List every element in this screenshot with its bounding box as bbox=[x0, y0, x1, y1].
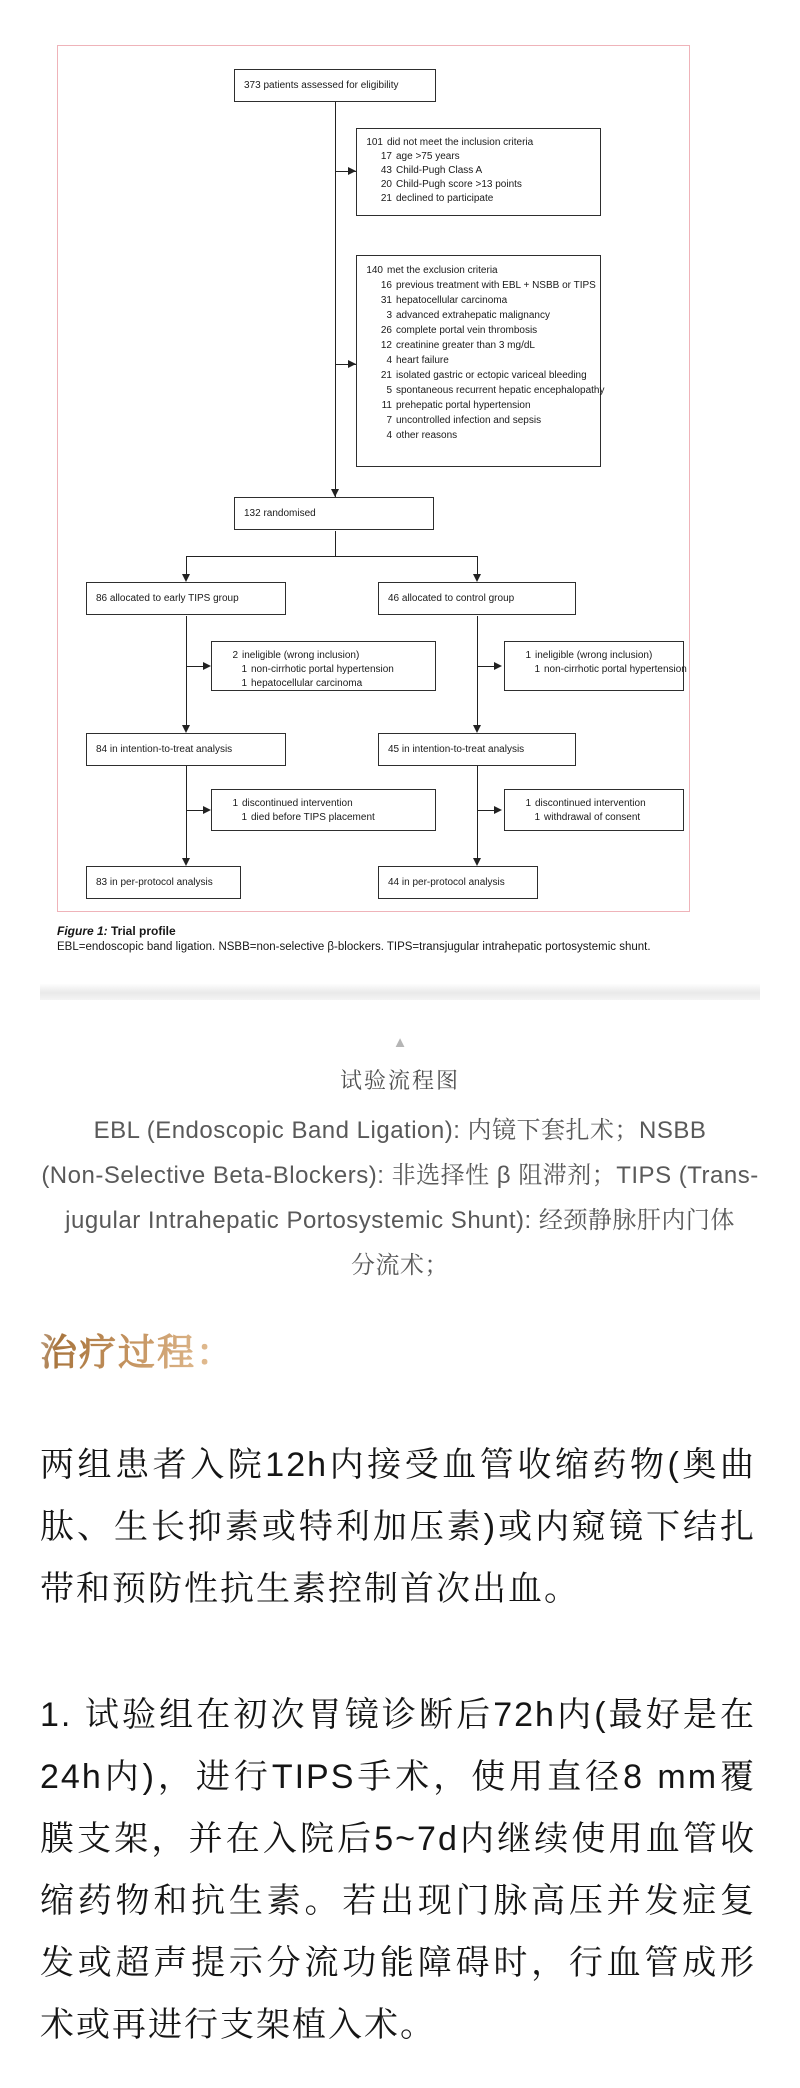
flow-box-label: 45 in intention-to-treat analysis bbox=[388, 743, 525, 755]
criteria-line: 1 ineligible (wrong inclusion) bbox=[525, 650, 653, 661]
flow-box-control-discontinued bbox=[504, 789, 684, 831]
flow-box-control-pp bbox=[378, 866, 538, 899]
arrowhead-down-icon bbox=[182, 858, 190, 866]
connector-line bbox=[186, 766, 187, 860]
connector-line bbox=[186, 556, 187, 576]
annotation-line: (Non-Selective Beta-Blockers): 非选择性 β 阻滞剂；TIPS (Trans- bbox=[41, 1162, 759, 1189]
annotation-line: 分流术； bbox=[351, 1252, 449, 1279]
criteria-line: 1 non-cirrhotic portal hypertension bbox=[241, 664, 394, 675]
flow-box-label: 46 allocated to control group bbox=[388, 592, 515, 604]
flow-box-label: 373 patients assessed for eligibility bbox=[244, 79, 399, 91]
arrowhead-down-icon bbox=[182, 725, 190, 733]
section-heading-treatment-process: 治疗过程： bbox=[40, 1328, 235, 1378]
criteria-line: 43 Child-Pugh Class A bbox=[380, 165, 483, 176]
criteria-line: 31 hepatocellular carcinoma bbox=[380, 295, 508, 306]
flow-box-tips-ineligible bbox=[211, 641, 436, 691]
flow-box-randomised bbox=[234, 497, 434, 530]
connector-line bbox=[335, 102, 336, 497]
article-paragraph: 两组患者入院12h内接受血管收缩药物(奥曲肽、生长抑素或特利加压素)或内窥镜下结扎带和预防性抗生素控制首次出血。 bbox=[40, 1446, 756, 1608]
arrowhead-right-icon bbox=[348, 167, 356, 175]
image-bottom-edge bbox=[40, 984, 760, 1000]
flow-box-tips-pp bbox=[86, 866, 241, 899]
figure-annotation-title: 试验流程图 bbox=[339, 1068, 460, 1093]
criteria-line: 1 discontinued intervention bbox=[525, 798, 646, 809]
criteria-line: 17 age >75 years bbox=[380, 151, 460, 162]
figure-caption-title bbox=[57, 923, 712, 939]
criteria-line: 26 complete portal vein thrombosis bbox=[380, 325, 538, 336]
figure-title: Trial profile bbox=[107, 924, 176, 938]
flow-box-met-exclusion bbox=[356, 255, 605, 467]
connector-line bbox=[477, 616, 478, 727]
criteria-line: 12 creatinine greater than 3 mg/dL bbox=[380, 340, 535, 351]
flow-box-label: 44 in per-protocol analysis bbox=[388, 876, 505, 888]
article-paragraphs bbox=[40, 1434, 760, 2056]
flow-box-label: 84 in intention-to-treat analysis bbox=[96, 743, 233, 755]
connector-line bbox=[477, 556, 478, 576]
arrowhead-down-icon bbox=[473, 725, 481, 733]
criteria-line: 140 met the exclusion criteria bbox=[366, 265, 498, 276]
flow-box-tips-itt bbox=[86, 733, 286, 766]
connector-line bbox=[335, 531, 336, 556]
criteria-line: 1 discontinued intervention bbox=[232, 798, 353, 809]
figure-annotation-body bbox=[40, 1108, 760, 1288]
flow-box-tips-group bbox=[86, 582, 286, 615]
figure-caption-abbreviations: EBL=endoscopic band ligation. NSBB=non-selective β-blockers. TIPS=transjugular intrahepatic portosystemic shunt. bbox=[57, 941, 651, 953]
flow-box-label: 83 in per-protocol analysis bbox=[96, 876, 213, 888]
flow-box-not-meet-inclusion bbox=[356, 128, 601, 216]
criteria-line: 21 declined to participate bbox=[380, 193, 494, 204]
criteria-line: 101 did not meet the inclusion criteria bbox=[366, 137, 534, 148]
flow-box-assessed bbox=[234, 69, 436, 102]
criteria-line: 2 ineligible (wrong inclusion) bbox=[232, 650, 360, 661]
criteria-line: 1 hepatocellular carcinoma bbox=[241, 678, 363, 689]
flow-box-label: 132 randomised bbox=[244, 507, 316, 519]
criteria-line: 20 Child-Pugh score >13 points bbox=[380, 179, 522, 190]
arrowhead-right-icon bbox=[348, 360, 356, 368]
arrowhead-right-icon bbox=[203, 662, 211, 670]
criteria-line: 16 previous treatment with EBL + NSBB or TIPS bbox=[380, 280, 596, 291]
criteria-line: 5 spontaneous recurrent hepatic encephalopathy bbox=[386, 385, 605, 396]
criteria-line: 3 advanced extrahepatic malignancy bbox=[386, 310, 550, 321]
article-paragraph: 1. 试验组在初次胃镜诊断后72h内(最好是在24h内)，进行TIPS手术，使用直径8 mm覆膜支架，并在入院后5~7d内继续使用血管收缩药物和抗生素。若出现门脉高压并发症复发或超声提示分流功能障碍时，行血管成形术或再进行支架植入术。 bbox=[40, 1696, 756, 2044]
criteria-line: 7 uncontrolled infection and sepsis bbox=[386, 415, 542, 426]
figure-number-label: Figure 1: bbox=[57, 924, 108, 938]
annotation-line: jugular Intrahepatic Portosystemic Shunt): 经颈静脉肝内门体 bbox=[65, 1207, 735, 1234]
criteria-line: 4 other reasons bbox=[386, 430, 458, 441]
arrowhead-down-icon bbox=[473, 858, 481, 866]
criteria-line: 11 prehepatic portal hypertension bbox=[381, 400, 531, 411]
arrowhead-down-icon bbox=[473, 574, 481, 582]
criteria-line: 4 heart failure bbox=[386, 355, 449, 366]
criteria-line: 1 died before TIPS placement bbox=[241, 812, 375, 823]
criteria-line: 1 non-cirrhotic portal hypertension bbox=[534, 664, 687, 675]
criteria-line: 1 withdrawal of consent bbox=[534, 812, 641, 823]
connector-line bbox=[186, 616, 187, 727]
flow-box-control-itt bbox=[378, 733, 576, 766]
arrowhead-right-icon bbox=[494, 662, 502, 670]
flow-box-control-ineligible bbox=[504, 641, 687, 691]
arrowhead-down-icon bbox=[182, 574, 190, 582]
flow-box-tips-discontinued bbox=[211, 789, 436, 831]
criteria-line: 21 isolated gastric or ectopic variceal bleeding bbox=[380, 370, 587, 381]
arrowhead-down-icon bbox=[331, 489, 339, 497]
arrowhead-right-icon bbox=[203, 806, 211, 814]
trial-profile-figure bbox=[40, 40, 760, 1000]
arrowhead-right-icon bbox=[494, 806, 502, 814]
connector-line bbox=[477, 766, 478, 860]
annotation-line: EBL (Endoscopic Band Ligation): 内镜下套扎术；NSBB bbox=[93, 1117, 707, 1144]
flow-box-label: 86 allocated to early TIPS group bbox=[96, 592, 239, 604]
flow-box-control-group bbox=[378, 582, 576, 615]
triangle-up-icon: ▲ bbox=[392, 1034, 408, 1051]
figure-caption bbox=[57, 923, 712, 956]
connector-line bbox=[186, 556, 477, 557]
figure-pink-border bbox=[57, 45, 690, 912]
